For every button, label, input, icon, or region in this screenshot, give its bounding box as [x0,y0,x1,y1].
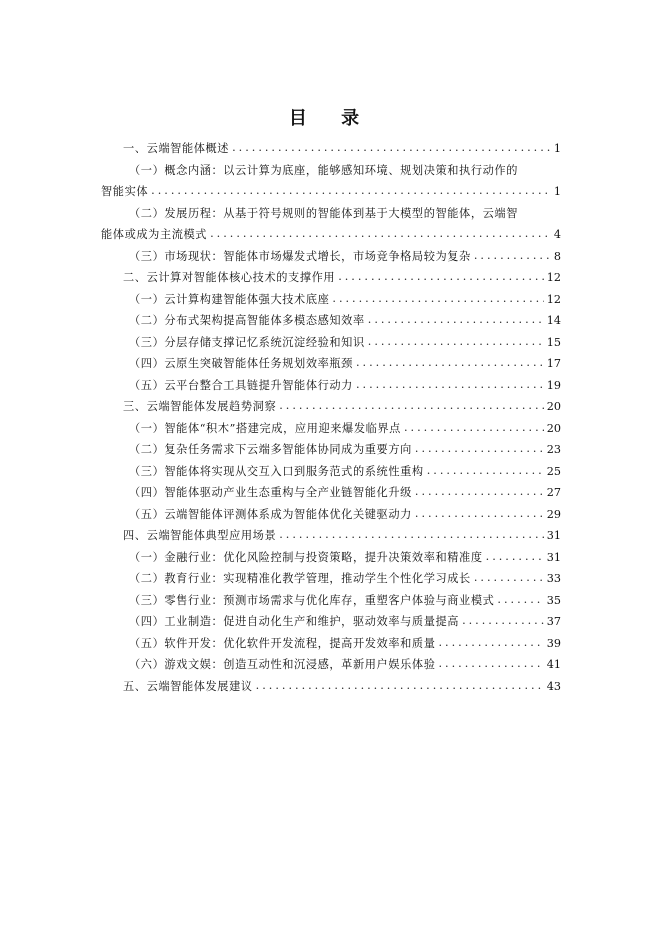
toc-entry-title: （三）分层存储支撑记忆系统沉淀经验和知识 [129,335,365,349]
toc-entry[interactable] [101,568,561,590]
toc-entry[interactable] [101,547,561,569]
toc-page-number: 25 [546,464,561,478]
toc-leader-dots [486,546,544,568]
toc-entry[interactable] [101,676,561,698]
toc-entry-title: （五）云端智能体评测体系成为智能体优化关键驱动力 [129,507,412,521]
toc-entry[interactable] [101,289,561,311]
toc-page-number: 8 [553,249,561,263]
toc-page-number: 31 [546,550,561,564]
toc-entry-title: 能体或成为主流模式 [101,228,208,241]
toc-entry[interactable] [101,418,561,440]
toc-leader-dots [415,503,544,525]
toc-entry[interactable] [101,504,561,526]
toc-entry-title: 三、云端智能体发展趋势洞察 [123,400,277,413]
toc-entry-title: （五）软件开发：优化软件开发流程，提高开发效率和质量 [129,636,436,650]
toc-entry-title: 智能实体 [101,185,149,198]
page-title: 目 录 [288,108,374,129]
toc-page-number: 23 [546,443,561,456]
toc-leader-dots [462,610,544,632]
toc-entry-line1[interactable]: （二）发展历程：从基于符号规则的智能体到基于大模型的智能体，云端智 [129,206,518,220]
toc-page-number: 37 [546,615,561,628]
toc-leader-dots [356,352,544,374]
toc-page-number: 19 [546,378,561,392]
toc-leader-dots [427,460,544,482]
toc-leader-dots [210,223,551,245]
toc-entry-title: （四）工业制造：促进自动化生产和维护，驱动效率与质量提高 [129,615,460,628]
toc-entry-title: （三）零售行业：预测市场需求与优化库存，重塑客户体验与商业模式 [129,593,495,607]
toc-entry[interactable] [101,654,561,676]
toc-entry[interactable] [101,353,561,375]
toc-leader-dots [338,266,544,288]
toc-leader-dots [256,675,544,697]
toc-entry-title: （六）游戏文娱：创造互动性和沉浸感，革新用户娱乐体验 [129,658,436,671]
toc-page-number: 27 [546,486,561,499]
toc-entry-line1[interactable]: （一）概念内涵：以云计算为底座，能够感知环境、规划决策和执行动作的 [129,163,518,177]
toc-leader-dots [438,653,543,675]
toc-entry-title: （五）云平台整合工具链提升智能体行动力 [129,378,353,392]
toc-entry[interactable] [101,461,561,483]
toc-page-number: 41 [546,658,561,671]
toc-page-number: 43 [546,679,561,693]
toc-page-number: 15 [546,335,561,349]
toc-leader-dots [497,589,543,611]
toc-entry-title: （四）云原生突破智能体任务规划效率瓶颈 [129,357,353,370]
toc-leader-dots [232,137,551,159]
toc-entry[interactable] [101,246,561,268]
toc-leader-dots [415,438,544,460]
toc-entry[interactable] [101,181,561,203]
toc-entry[interactable] [101,138,561,160]
toc-entry[interactable] [101,224,561,246]
toc-leader-dots [368,331,544,353]
toc-leader-dots [279,395,544,417]
toc-entry-title: 四、云端智能体典型应用场景 [123,529,277,542]
toc-entry[interactable] [101,590,561,612]
toc-entry[interactable] [101,439,561,461]
table-of-contents [101,138,561,697]
toc-page-number: 1 [553,185,561,198]
toc-page-number: 35 [546,593,561,607]
toc-entry[interactable] [101,633,561,655]
toc-leader-dots [438,632,543,654]
toc-entry-title: （一）智能体“积木”搭建完成，应用迎来爆发临界点 [129,421,401,435]
toc-entry-title: （一）云计算构建智能体强大技术底座 [129,292,330,306]
toc-page-number: 31 [546,529,561,542]
toc-page-number: 29 [546,507,561,521]
toc-page-number: 20 [546,400,561,413]
toc-entry-title: （三）智能体将实现从交互入口到服务范式的系统性重构 [129,464,424,478]
toc-leader-dots [368,309,544,331]
toc-page-number: 1 [553,142,561,155]
toc-entry[interactable] [101,611,561,633]
toc-leader-dots [474,245,551,267]
toc-page-number: 12 [546,292,561,306]
toc-entry[interactable] [101,482,561,504]
toc-page-number: 14 [546,314,561,327]
toc-entry-title: 二、云计算对智能体核心技术的支撑作用 [123,271,336,284]
toc-entry-title: （四）智能体驱动产业生态重构与全产业链智能化升级 [129,486,412,499]
toc-leader-dots [415,481,544,503]
toc-leader-dots [279,524,544,546]
toc-leader-dots [404,417,544,439]
toc-entry-title: （二）复杂任务需求下云端多智能体协同成为重要方向 [129,443,412,456]
toc-leader-dots [151,180,551,202]
toc-entry-title: （二）教育行业：实现精准化教学管理，推动学生个性化学习成长 [129,572,471,585]
toc-entry-title: （三）市场现状：智能体市场爆发式增长，市场竞争格局较为复杂 [129,249,471,263]
toc-entry[interactable] [101,332,561,354]
toc-entry-title: 一、云端智能体概述 [123,142,230,155]
toc-entry[interactable] [101,396,561,418]
toc-entry-title: 五、云端智能体发展建议 [123,679,253,693]
toc-page-number: 12 [546,271,561,284]
toc-entry-title: （一）金融行业：优化风险控制与投资策略，提升决策效率和精准度 [129,550,483,564]
toc-entry[interactable] [101,525,561,547]
toc-entry[interactable] [101,267,561,289]
toc-entry[interactable] [101,375,561,397]
toc-leader-dots [356,374,544,396]
toc-leader-dots [332,288,543,310]
toc-leader-dots [474,567,544,589]
toc-page-number: 39 [546,636,561,650]
toc-page-number: 4 [553,228,561,241]
toc-entry[interactable] [101,310,561,332]
toc-page-number: 20 [546,421,561,435]
toc-page-number: 17 [546,357,561,370]
toc-entry-title: （二）分布式架构提高智能体多模态感知效率 [129,314,365,327]
toc-page-number: 33 [546,572,561,585]
